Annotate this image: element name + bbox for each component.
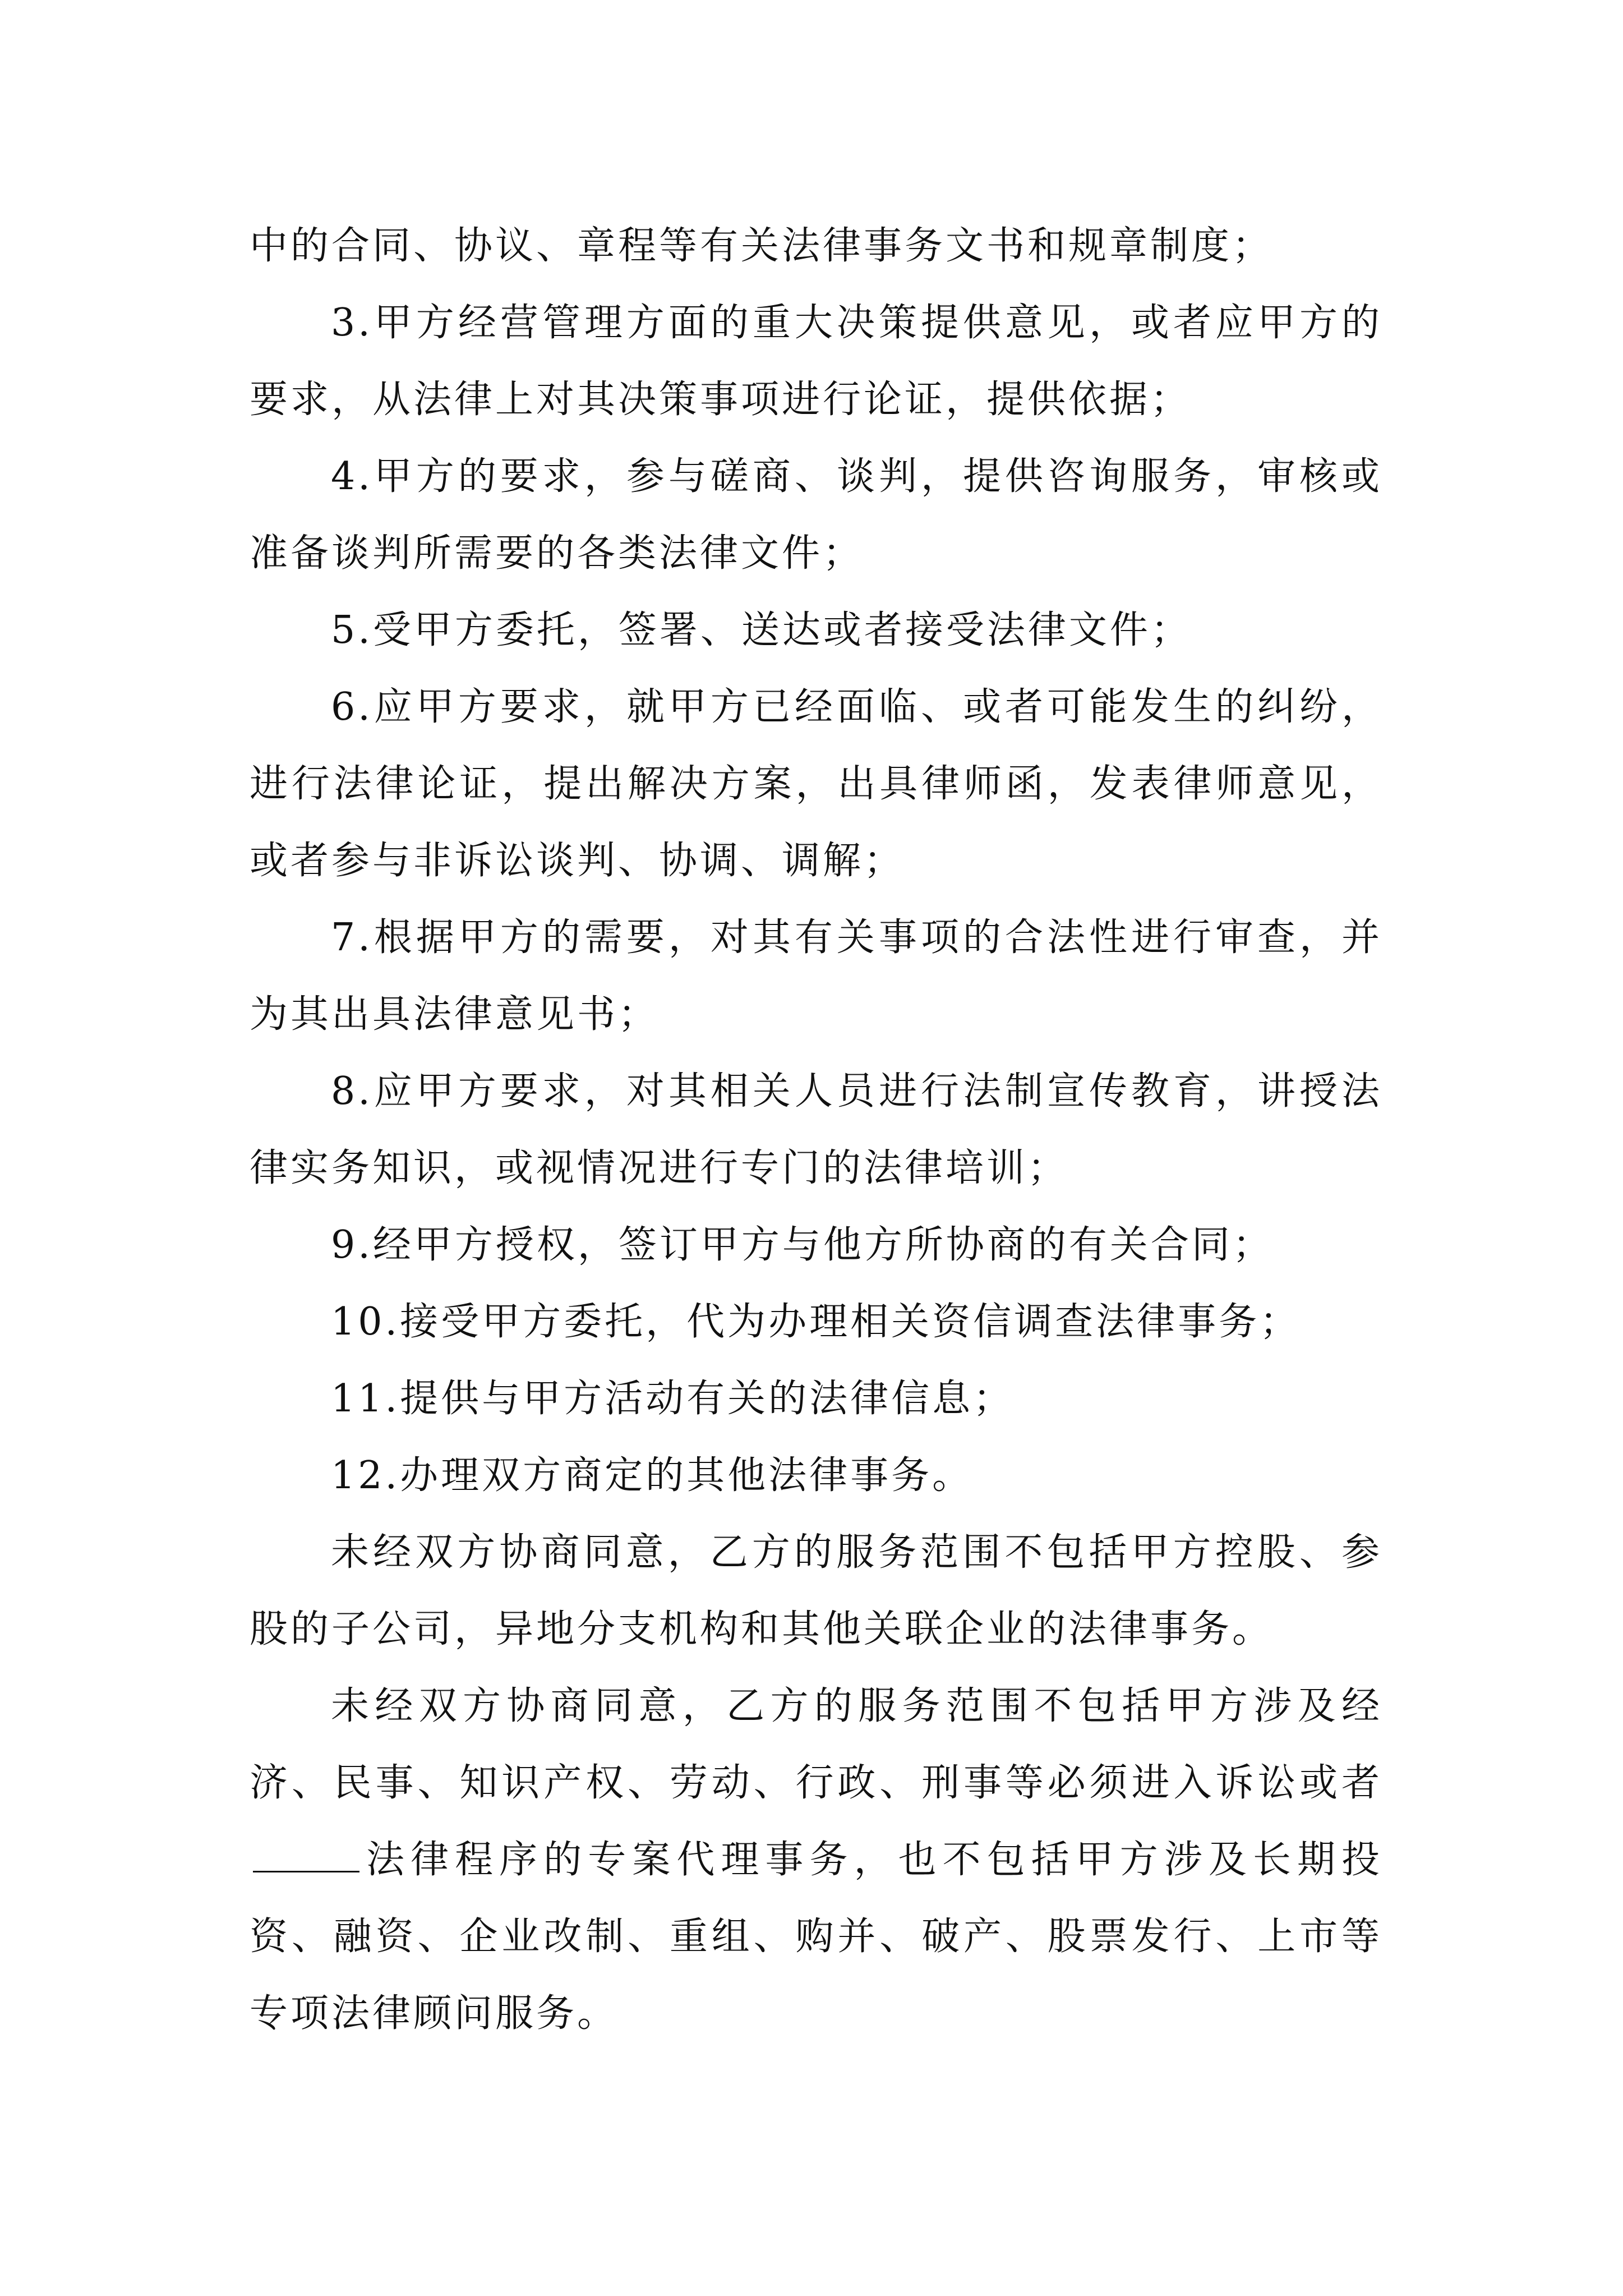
list-item-3: 3.甲方经营管理方面的重大决策提供意见，或者应甲方的要求，从法律上对其决策事项进行论证，提供依据； [250, 301, 1382, 422]
list-item-7: 7.根据甲方的需要，对其有关事项的合法性进行审查，并为其出具法律意见书； [250, 915, 1382, 1037]
document-body [250, 208, 1382, 2052]
list-item-9: 9.经甲方授权，签订甲方与他方所协商的有关合同； [331, 1223, 1274, 1267]
list-item-4: 4.甲方的要求，参与磋商、谈判，提供咨询服务，审核或准备谈判所需要的各类法律文件； [250, 454, 1382, 576]
list-item-6: 6.应甲方要求，就甲方已经面临、或者可能发生的纠纷，进行法律论证，提出解决方案，出具律师函，发表律师意见，或者参与非诉讼谈判、协调、调解； [250, 685, 1382, 883]
paragraph-exclusion-litigation [250, 1668, 1382, 2052]
list-item-8: 8.应甲方要求，对其相关人员进行法制宣传教育，讲授法律实务知识，或视情况进行专门的法律培训； [250, 1069, 1382, 1190]
list-item-5: 5.受甲方委托，签署、送达或者接受法律文件； [331, 608, 1192, 652]
list-item-12: 12.办理双方商定的其他法律事务。 [331, 1453, 974, 1498]
paragraph-continuation: 中的合同、协议、章程等有关法律事务文书和规章制度； [250, 224, 1274, 268]
list-item-10: 10.接受甲方委托，代为办理相关资信调查法律事务； [331, 1300, 1301, 1344]
fill-in-blank [253, 1838, 359, 1872]
paragraph-text-after-blank: 法律程序的专案代理事务，也不包括甲方涉及长期投资、融资、企业改制、重组、购并、破产、股票发行、上市等专项法律顾问服务。 [250, 1838, 1382, 2036]
paragraph-text-before-blank: 未经双方协商同意，乙方的服务范围不包括甲方涉及经济、民事、知识产权、劳动、行政、刑事等必须进入诉讼或者 [250, 1684, 1382, 1805]
list-item-11: 11.提供与甲方活动有关的法律信息； [331, 1377, 1015, 1421]
paragraph-exclusion-affiliates: 未经双方协商同意，乙方的服务范围不包括甲方控股、参股的子公司，异地分支机构和其他关联企业的法律事务。 [250, 1530, 1382, 1651]
